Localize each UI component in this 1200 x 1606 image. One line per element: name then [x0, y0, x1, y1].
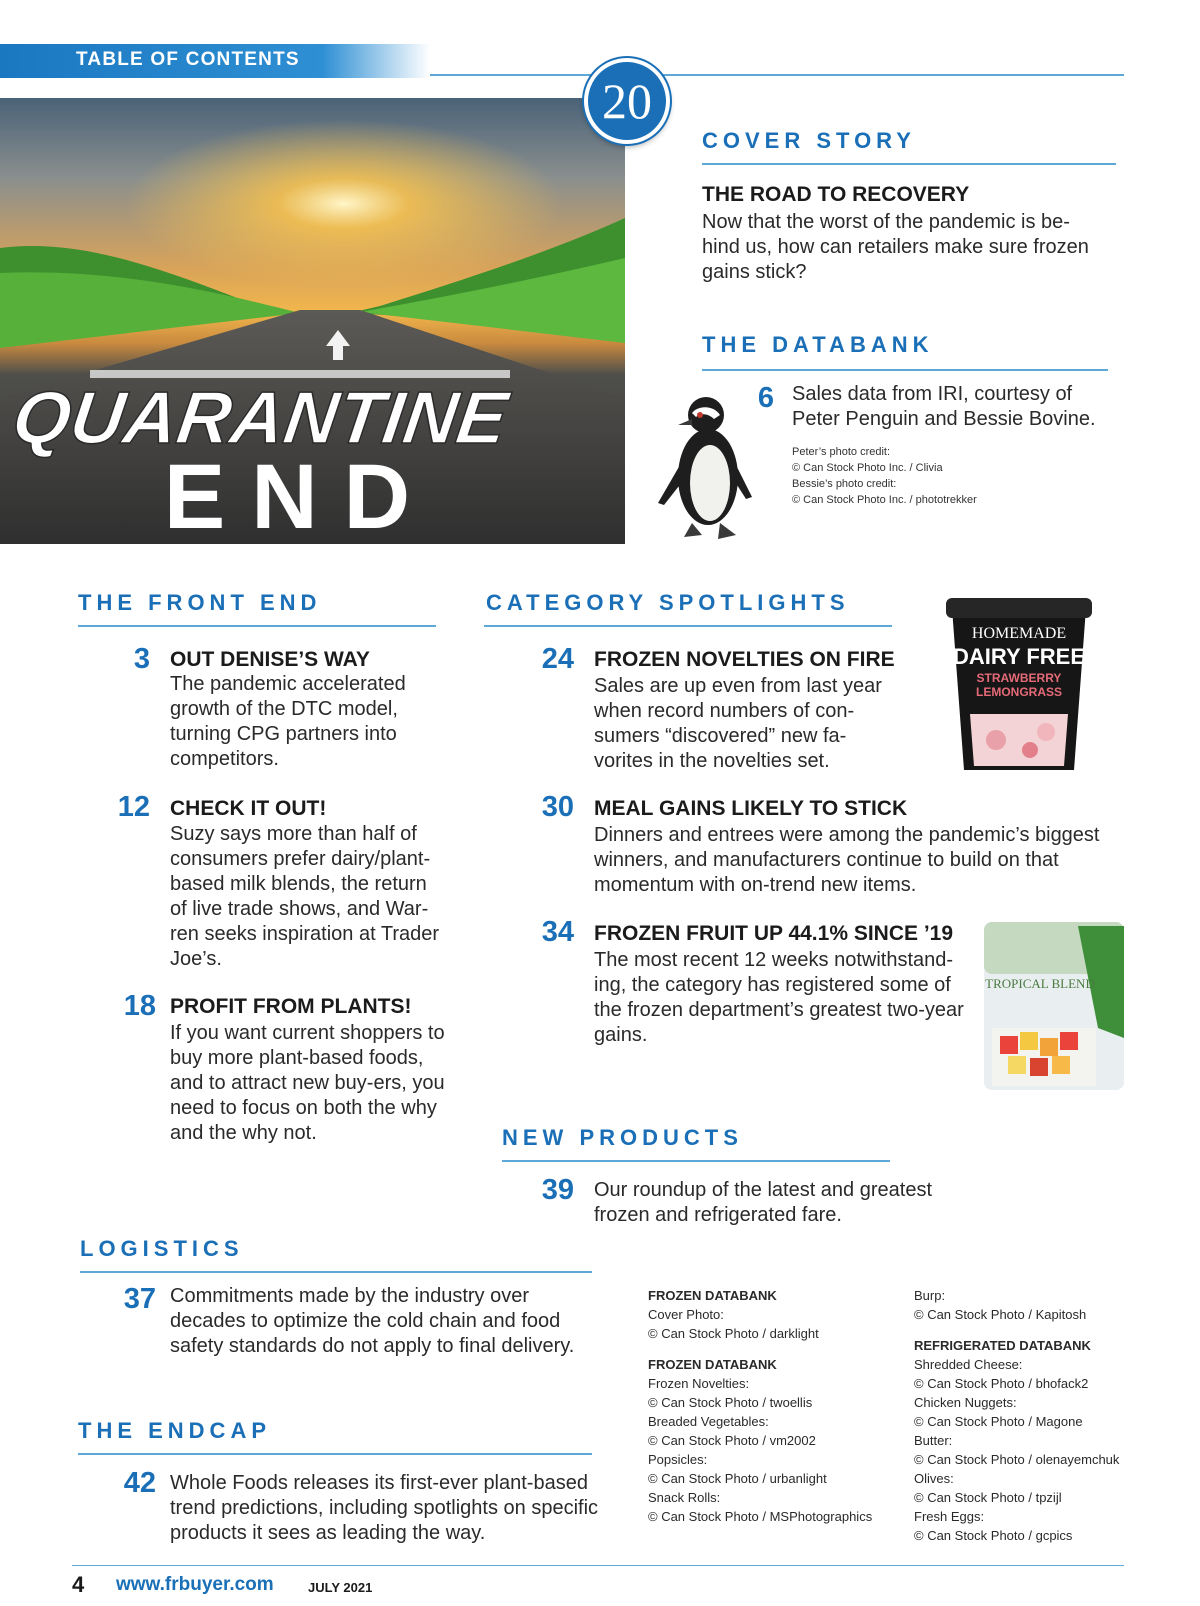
- website-link[interactable]: www.frbuyer.com: [116, 1574, 274, 1595]
- credit-line: © Can Stock Photo / twoellis: [648, 1395, 813, 1410]
- spotlight-item-body: Dinners and entrees were among the pandemic’s biggest winners, and manufacturers continue to build on that momentum with on-trend new items.: [594, 824, 1100, 896]
- spotlight-item-number: 34: [541, 916, 574, 948]
- logistics-body: Commitments made by the industry over decades to optimize the cold chain and food safety standards do not apply to final delivery.: [170, 1285, 575, 1357]
- spotlight-item-number: 24: [541, 643, 574, 675]
- new-products-heading: NEW PRODUCTS: [502, 1125, 743, 1150]
- credit-line: Popsicles:: [648, 1452, 708, 1467]
- tub-flavor1: STRAWBERRY: [976, 671, 1062, 685]
- table-of-contents-banner: TABLE OF CONTENTS: [0, 44, 430, 78]
- credit-line: Burp:: [914, 1288, 946, 1303]
- credit-line: Bessie’s photo credit:: [792, 478, 897, 490]
- credit-spacer: [914, 1324, 1164, 1336]
- credit-line: Frozen Novelties:: [648, 1376, 750, 1391]
- new-products-rule: [502, 1160, 890, 1162]
- databank-rule: [702, 369, 1108, 371]
- spotlight-item-title: FROZEN FRUIT UP 44.1% SINCE ’19: [594, 922, 954, 945]
- front-end-item-title: PROFIT FROM PLANTS!: [170, 995, 412, 1018]
- credit-line: © Can Stock Photo / darklight: [648, 1326, 819, 1341]
- spotlight-item-body: The most recent 12 weeks notwithstand-ing, the category has registered some of the frozen department’s greatest two-year gains.: [594, 949, 964, 1046]
- credit-line: Chicken Nuggets:: [914, 1395, 1017, 1410]
- logistics-heading: LOGISTICS: [80, 1236, 244, 1261]
- credit-spacer: [648, 1343, 898, 1355]
- credit-line: Snack Rolls:: [648, 1490, 721, 1505]
- footer-rule: [72, 1565, 1124, 1566]
- cover-story-body: Now that the worst of the pandemic is be-hind us, how can retailers make sure frozen gains stick?: [702, 211, 1089, 283]
- databank-credits: [792, 444, 1092, 508]
- credit-line: Butter:: [914, 1433, 953, 1448]
- credit-line: © Can Stock Photo / gcpics: [914, 1528, 1073, 1543]
- header-rule: [430, 74, 1124, 76]
- front-end-item-number: 3: [133, 643, 150, 675]
- databank-heading: THE DATABANK: [702, 332, 934, 357]
- credit-line: © Can Stock Photo / Magone: [914, 1414, 1083, 1429]
- photo-credits-right: [914, 1286, 1164, 1545]
- databank-page-number: 6: [757, 382, 774, 414]
- page-number: 4: [72, 1572, 85, 1597]
- spotlight-item-body: Sales are up even from last year when record numbers of con-sumers “discovered” new fa-vorites in the novelties set.: [594, 675, 882, 772]
- tub-brand: HOMEMADE: [971, 625, 1067, 642]
- category-spotlights-heading: CATEGORY SPOTLIGHTS: [486, 590, 850, 615]
- cover-story-heading: COVER STORY: [702, 128, 916, 153]
- credit-line: Shredded Cheese:: [914, 1357, 1023, 1372]
- front-end-item-title: OUT DENISE’S WAY: [170, 648, 370, 671]
- credit-line: Breaded Vegetables:: [648, 1414, 769, 1429]
- front-end-item-body: If you want current shoppers to buy more plant-based foods, and to attract new buy-ers, you need to focus on both the why and the why not.: [170, 1022, 445, 1144]
- endcap-body: Whole Foods releases its first-ever plant-based trend predictions, including spotlights on specific products it sees as leading the way.: [170, 1472, 599, 1544]
- category-spotlights-rule: [484, 625, 892, 627]
- credit-heading: FROZEN DATABANK: [648, 1357, 777, 1372]
- credit-line: © Can Stock Photo / MSPhotographics: [648, 1509, 873, 1524]
- tub-flavor2: LEMONGRASS: [975, 685, 1063, 699]
- credit-heading: FROZEN DATABANK: [648, 1288, 777, 1303]
- ice-cream-tub-photo: [934, 594, 1104, 778]
- cover-story-rule: [702, 163, 1116, 165]
- credit-heading: REFRIGERATED DATABANK: [914, 1338, 1091, 1353]
- cover-word-quarantine: QUARANTINE: [7, 376, 513, 459]
- spotlight-item-number: 30: [541, 791, 574, 823]
- credit-line: Olives:: [914, 1471, 954, 1486]
- front-end-item-body: The pandemic accelerated growth of the DTC model, turning CPG partners into competitors.: [170, 673, 406, 770]
- credit-line: © Can Stock Photo / bhofack2: [914, 1376, 1089, 1391]
- logistics-page-number: 37: [123, 1283, 156, 1315]
- front-end-item-title: CHECK IT OUT!: [170, 797, 327, 820]
- credit-line: © Can Stock Photo / Kapitosh: [914, 1307, 1087, 1322]
- logistics-rule: [80, 1271, 592, 1273]
- new-products-page-number: 39: [541, 1174, 574, 1206]
- credit-line: © Can Stock Photo Inc. / Clivia: [792, 462, 943, 474]
- cover-image: [0, 98, 625, 544]
- spotlight-item-title: FROZEN NOVELTIES ON FIRE: [594, 648, 895, 671]
- cover-word-end: END: [163, 446, 437, 544]
- credit-line: Cover Photo:: [648, 1307, 724, 1322]
- frozen-fruit-bag-photo: [978, 918, 1130, 1094]
- new-products-body: Our roundup of the latest and greatest frozen and refrigerated fare.: [594, 1179, 932, 1226]
- credit-line: © Can Stock Photo / olenayemchuk: [914, 1452, 1120, 1467]
- spotlight-item-title: MEAL GAINS LIKELY TO STICK: [594, 797, 908, 820]
- tub-line2: DAIRY FREE: [952, 644, 1086, 669]
- photo-credits-left: [648, 1286, 898, 1526]
- front-end-item-body: Suzy says more than half of consumers prefer dairy/plant-based milk blends, the return of live trade shows, and War-ren seeks inspiration at Trader Joe’s.: [170, 823, 440, 970]
- credit-line: © Can Stock Photo Inc. / phototrekker: [792, 494, 977, 506]
- credit-line: © Can Stock Photo / tpzijl: [914, 1490, 1062, 1505]
- endcap-rule: [78, 1453, 592, 1455]
- credit-line: Peter’s photo credit:: [792, 446, 891, 458]
- databank-body: Sales data from IRI, courtesy of Peter Penguin and Bessie Bovine.: [792, 383, 1096, 430]
- front-end-item-number: 12: [117, 791, 150, 823]
- cover-story-page-badge: 20: [584, 58, 670, 144]
- fruit-bag-label: TROPICAL BLEND: [985, 976, 1095, 991]
- front-end-rule: [78, 625, 436, 627]
- endcap-page-number: 42: [123, 1467, 156, 1499]
- front-end-item-number: 18: [123, 990, 156, 1022]
- credit-line: © Can Stock Photo / urbanlight: [648, 1471, 827, 1486]
- endcap-heading: THE ENDCAP: [78, 1418, 272, 1443]
- credit-line: Fresh Eggs:: [914, 1509, 985, 1524]
- cover-scene: [0, 98, 625, 544]
- credit-line: © Can Stock Photo / vm2002: [648, 1433, 816, 1448]
- issue-date: JULY 2021: [308, 1580, 373, 1595]
- front-end-heading: THE FRONT END: [78, 590, 322, 615]
- cover-story-title: THE ROAD TO RECOVERY: [702, 183, 970, 206]
